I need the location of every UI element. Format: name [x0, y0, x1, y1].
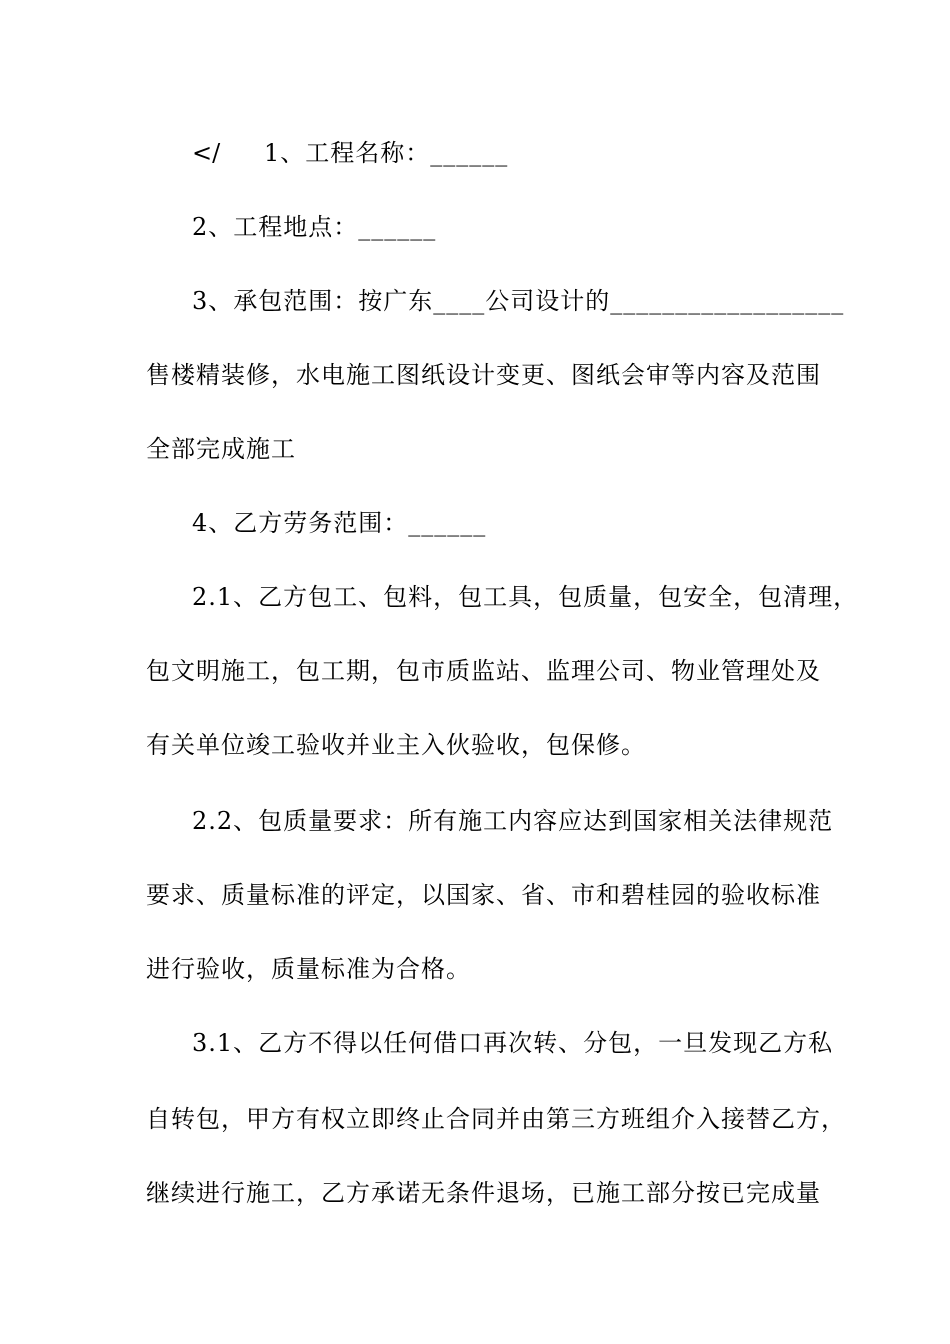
stray-marker: </ [192, 139, 221, 167]
paragraph-line: 包文明施工，包工期，包市质监站、监理公司、物业管理处及 [146, 657, 821, 685]
item-project-location: 2、工程地点：______ [192, 213, 437, 241]
paragraph-line: 售楼精装修，水电施工图纸设计变更、图纸会审等内容及范围 [146, 361, 821, 389]
paragraph-line: 自转包，甲方有权立即终止合同并由第三方班组介入接替乙方， [146, 1105, 846, 1133]
paragraph-line: 要求、质量标准的评定，以国家、省、市和碧桂园的验收标准 [146, 881, 821, 909]
item-contract-scope: 3、承包范围：按广东____公司设计的__________________ [192, 287, 845, 315]
clause-2-1: 2.1、乙方包工、包料，包工具，包质量，包安全，包清理， [192, 583, 859, 611]
clause-2-2: 2.2、包质量要求：所有施工内容应达到国家相关法律规范 [192, 807, 834, 835]
item-labor-scope: 4、乙方劳务范围：______ [192, 509, 487, 537]
clause-3-1: 3.1、乙方不得以任何借口再次转、分包，一旦发现乙方私 [192, 1029, 834, 1057]
paragraph-line: 进行验收，质量标准为合格。 [146, 955, 471, 983]
paragraph-line: 有关单位竣工验收并业主入伙验收，包保修。 [146, 731, 646, 759]
item-project-name: 1、工程名称：______ [264, 139, 509, 167]
paragraph-line: 全部完成施工 [146, 435, 296, 463]
paragraph-line: 继续进行施工，乙方承诺无条件退场，已施工部分按已完成量 [146, 1179, 821, 1207]
